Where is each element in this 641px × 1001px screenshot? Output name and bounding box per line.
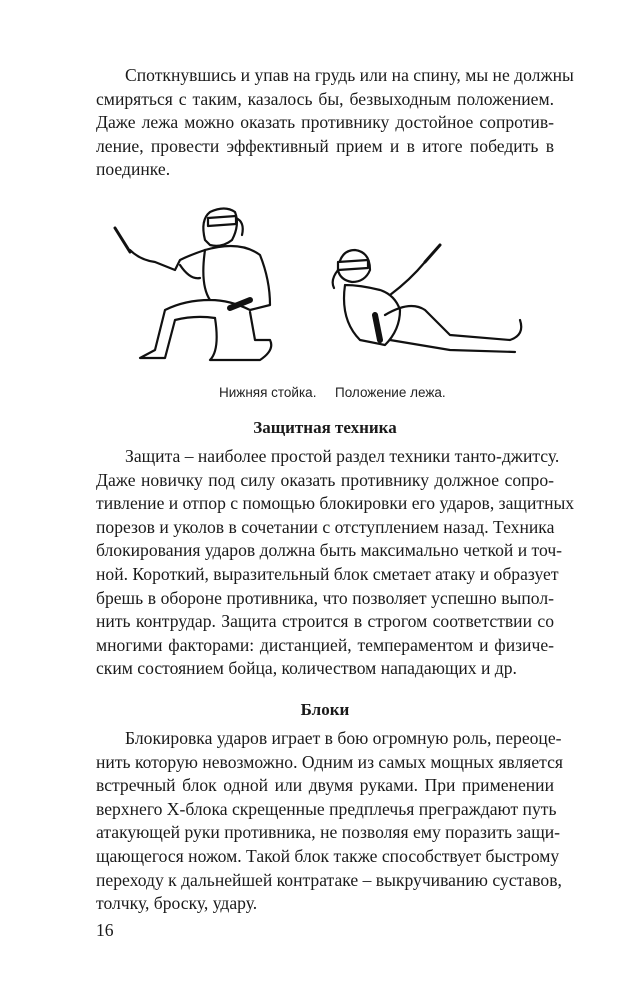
text-line: тивление и отпор с помощью блокировки его ударов, защитных xyxy=(96,493,575,514)
section-heading-defense: Защитная техника xyxy=(253,418,397,437)
text-line: многими факторами: дистанцией, темпераментом и физиче- xyxy=(96,634,554,655)
text-line: щающегося ножом. Такой блок также способствует быстрому xyxy=(96,845,560,866)
blocks-paragraph xyxy=(96,727,563,916)
text-line: смиряться с таким, казалось бы, безвыходным положением. xyxy=(96,88,554,109)
lying-knife-fighter-illustration xyxy=(330,240,530,365)
text-line: нить которую невозможно. Одним из самых мощных является xyxy=(96,751,563,772)
text-line: атакующей руки противника, не позволяя ему поразить защи- xyxy=(96,822,561,843)
page-number: 16 xyxy=(96,920,114,940)
text-line: Даже новичку под силу оказать противнику должное сопро- xyxy=(96,469,554,490)
text-line: толчку, броску, удару. xyxy=(96,893,258,914)
text-line: ским состоянием бойца, количеством нападающих и др. xyxy=(96,658,517,679)
figure-caption-kneeling: Нижняя стойка. xyxy=(219,385,317,400)
text-line: ление, провести эффективный прием и в итоге победить в xyxy=(96,135,554,156)
text-line: порезов и уколов в сочетании с отступлением назад. Техника xyxy=(96,516,555,537)
text-line: переходу к дальнейшей контратаке – выкручиванию суставов, xyxy=(96,869,562,890)
intro-paragraph xyxy=(96,64,574,182)
defense-paragraph xyxy=(96,445,575,681)
text-line: встречный блок одной или двумя руками. При применении xyxy=(96,775,554,796)
text-line: Защита – наиболее простой раздел техники танто-джитсу. xyxy=(125,446,560,466)
text-line: Споткнувшись и упав на грудь или на спину, мы не должны xyxy=(125,65,574,85)
kneeling-knife-fighter-illustration xyxy=(110,200,300,370)
figure-caption-lying: Положение лежа. xyxy=(335,385,446,400)
text-line: Блокировка ударов играет в бою огромную роль, переоце- xyxy=(125,728,562,748)
text-line: верхнего Х-блока скрещенные предплечья преграждают путь xyxy=(96,798,557,819)
text-line: нить контрудар. Защита строится в строгом соответствии со xyxy=(96,611,554,632)
text-line: блокирования ударов должна быть максимально четкой и точ- xyxy=(96,540,563,561)
text-line: поединке. xyxy=(96,159,171,180)
section-heading-blocks: Блоки xyxy=(300,700,350,719)
text-line: брешь в обороне противника, что позволяет успешно выпол- xyxy=(96,587,554,608)
text-line: Даже лежа можно оказать противнику достойное сопротив- xyxy=(96,112,554,133)
text-line: ной. Короткий, выразительный блок сметает атаку и образует xyxy=(96,563,559,584)
